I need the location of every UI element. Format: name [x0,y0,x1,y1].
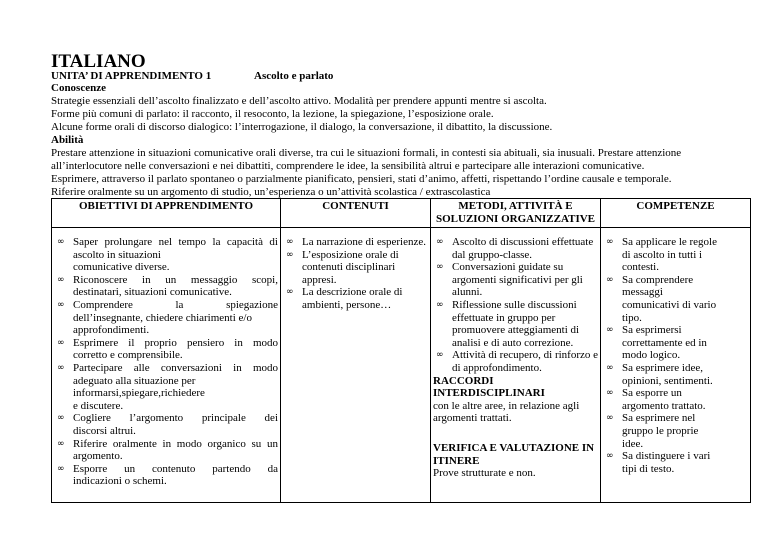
obiettivo-line: Esprimere il proprio pensiero in modo [73,336,278,349]
obiettivo-line: adeguato alla situazione per [73,374,196,387]
bullet-icon: ∞ [436,262,444,273]
competenza-item-line: comunicativi di vario [622,298,717,311]
contenuti-list [283,236,428,312]
bullet-icon: ∞ [436,299,444,310]
obiettivi-cell [52,228,281,503]
contenuto-item-line: appresi. [302,273,337,286]
obiettivo-item [54,362,278,412]
competenza-item-line: idee. [622,437,644,450]
metodo-item [433,299,598,349]
unit-topic: Ascolto e parlato [254,70,334,82]
obiettivo-line: Partecipare alle conversazioni in modo [73,361,278,374]
competenza-item [603,274,748,324]
bullet-icon: ∞ [286,249,294,260]
verifica-heading: VERIFICA E VALUTAZIONE IN [433,441,595,454]
metodo-item-line: alunni. [452,286,483,299]
metodo-item-line: Attività di recupero, di rinforzo e [452,349,599,362]
obiettivi-list [54,236,278,488]
table-body-row [52,228,751,503]
header-competenze: COMPETENZE [601,199,751,228]
bullet-icon: ∞ [57,463,65,474]
contenuto-item-line: ambienti, persone… [302,298,392,311]
competenza-item-line: correttamente ed in [622,336,707,349]
obiettivo-line: ascolto in situazioni [73,248,161,261]
contenuto-item-line: La descrizione orale di [302,286,403,299]
raccordi-text: con le altre aree, in relazione agli [433,399,580,412]
header-metodi-line: METODI, ATTIVITÀ E [458,200,573,212]
obiettivo-line: indicazioni o schemi. [73,475,167,488]
obiettivo-line: destinatari, situazioni comunicative. [73,286,232,299]
bullet-icon: ∞ [57,438,65,449]
competenza-item-line: tipo. [622,311,642,324]
header-contenuti: CONTENUTI [281,199,431,228]
abilita-line: all’interlocutore nelle conversazioni e nei dibattiti, comprendere le idee, la sensibilità altrui e partecipare alle interazioni comunicative. [51,160,645,172]
obiettivo-item [54,412,278,437]
header-metodi [431,199,601,228]
metodo-item [433,261,598,299]
bullet-icon: ∞ [57,362,65,373]
raccordi-heading: RACCORDI [433,374,494,387]
competenza-item-line: di ascolto in tutti i [622,248,703,261]
bullet-icon: ∞ [606,274,614,285]
metodo-item-line: argomenti significativi per gli [452,273,583,286]
verifica-heading: ITINERE [433,454,480,467]
metodi-list [433,236,598,375]
competenza-item [603,236,748,274]
obiettivo-line: argomento. [73,450,123,463]
obiettivo-item [54,299,278,337]
abilita-heading: Abilità [51,134,84,146]
obiettivo-line: Riconoscere in un messaggio scopi, [73,273,278,286]
obiettivo-line: Esporre un contenuto partendo da [73,462,278,475]
competenza-item-line: Sa distinguere i vari [622,450,711,463]
competenza-item [603,324,748,362]
bullet-icon: ∞ [57,413,65,424]
conoscenze-heading: Conoscenze [51,82,106,94]
bullet-icon: ∞ [606,325,614,336]
metodo-item-line: effettuate in gruppo per [452,311,556,324]
obiettivo-line: e discutere. [73,399,124,412]
obiettivo-item [54,236,278,274]
competenza-item-line: messaggi [622,286,663,299]
page-title: ITALIANO [51,51,146,72]
obiettivo-line: informarsi,spiegare,richiedere [73,387,205,400]
unit-label: UNITA’ DI APPRENDIMENTO 1 [51,70,212,82]
obiettivo-line: Riferire oralmente in modo organico su un [73,437,278,450]
obiettivo-item [54,463,278,488]
bullet-icon: ∞ [286,287,294,298]
competenza-item-line: Sa esporre un [622,387,682,400]
bullet-icon: ∞ [606,362,614,373]
abilita-line: Esprimere, attraverso il parlato spontaneo o parzialmente pianificato, pensieri, stati d’animo, affetti, rispettando l’ordine causale e temporale. [51,173,672,185]
contenuto-item [283,286,428,311]
metodo-item-line: promuovere atteggiamenti di [452,324,580,337]
competenza-item-line: argomento trattato. [622,399,706,412]
competenza-item-line: tipi di testo. [622,462,675,475]
competenza-item [603,450,748,475]
raccordi-text: argomenti trattati. [433,412,512,425]
contenuto-item-line: La narrazione di esperienze. [302,236,426,248]
bullet-icon: ∞ [57,274,65,285]
competenza-item-line: contesti. [622,261,659,274]
bullet-icon: ∞ [57,299,65,310]
competenza-item [603,362,748,387]
contenuto-item-line: contenuti disciplinari [302,261,396,274]
bullet-icon: ∞ [606,451,614,462]
obiettivo-item [54,438,278,463]
table-header-row [52,199,751,228]
competenza-item-line: Sa esprimere idee, [622,361,703,374]
metodi-cell [431,228,601,503]
bullet-icon: ∞ [606,413,614,424]
verifica-text: Prove strutturate e non. [433,467,536,480]
competenza-item-line: modo logico. [622,349,681,362]
contenuto-item-line: L’esposizione orale di [302,248,399,261]
bullet-icon: ∞ [436,237,444,247]
bullet-icon: ∞ [57,237,65,247]
obiettivo-line: corretto e comprensibile. [73,349,183,362]
contenuti-cell [281,228,431,503]
obiettivo-line: Saper prolungare nel tempo la capacità di [73,236,278,248]
competenza-item-line: Sa comprendere [622,273,694,286]
raccordi-heading: INTERDISCIPLINARI [433,387,545,400]
obiettivo-line: Cogliere l’argomento principale dei [73,412,278,425]
header-metodi-line: SOLUZIONI ORGANIZZATIVE [435,212,596,225]
obiettivo-line: Comprendere la spiegazione [73,298,278,311]
metodo-item-line: Ascolto di discussioni effettuate [452,236,594,248]
obiettivo-line: approfondimenti. [73,324,150,337]
curriculum-table [51,198,751,503]
competenza-item-line: Sa applicare le regole [622,236,717,248]
bullet-icon: ∞ [436,350,444,361]
contenuto-item [283,236,428,249]
obiettivo-item [54,274,278,299]
metodo-item-line: Riflessione sulle discussioni [452,298,577,311]
competenza-item-line: Sa esprimere nel [622,412,696,425]
metodo-item-line: analisi e di auto correzione. [452,336,574,349]
conoscenze-line: Forme più comuni di parlato: il racconto, il resoconto, la lezione, la spiegazione, l’esposizione orale. [51,108,494,120]
metodo-item [433,349,598,374]
metodo-item [433,236,598,261]
obiettivo-line: comunicative diverse. [73,261,170,274]
metodo-item-line: dal gruppo-classe. [452,248,533,261]
intro-section [51,82,751,199]
metodo-item-line: Conversazioni guidate su [452,261,564,274]
conoscenze-line: Strategie essenziali dell’ascolto finalizzato e dell’ascolto attivo. Modalità per prendere appunti mentre si ascolta. [51,95,547,107]
obiettivo-line: dell’insegnante, chiedere chiarimenti e/o [73,311,252,324]
competenza-item-line: opinioni, sentimenti. [622,374,713,387]
competenza-item-line: Sa esprimersi [622,324,682,337]
competenza-item [603,387,748,412]
bullet-icon: ∞ [57,337,65,348]
contenuto-item [283,249,428,287]
abilita-line: Riferire oralmente su un argomento di studio, un’esperienza o un’attività scolastica / extrascolastica [51,186,491,198]
abilita-line: Prestare attenzione in situazioni comunicative orali diverse, tra cui le situazioni formali, in contesti sia abituali, sia inusuali. Prestare attenzione [51,147,682,159]
competenza-item [603,412,748,450]
bullet-icon: ∞ [286,237,294,247]
obiettivo-item [54,337,278,362]
conoscenze-line: Alcune forme orali di discorso dialogico: l’interrogazione, il dialogo, la conversazione, il dibattito, la discussione. [51,121,553,133]
header-obiettivi: OBIETTIVI DI APPRENDIMENTO [52,199,281,228]
metodo-item-line: di approfondimento. [452,361,542,374]
competenze-cell [601,228,751,503]
bullet-icon: ∞ [606,388,614,399]
competenze-list [603,236,748,475]
obiettivo-line: discorsi altrui. [73,424,136,437]
bullet-icon: ∞ [606,237,614,247]
competenza-item-line: gruppo le proprie [622,424,699,437]
